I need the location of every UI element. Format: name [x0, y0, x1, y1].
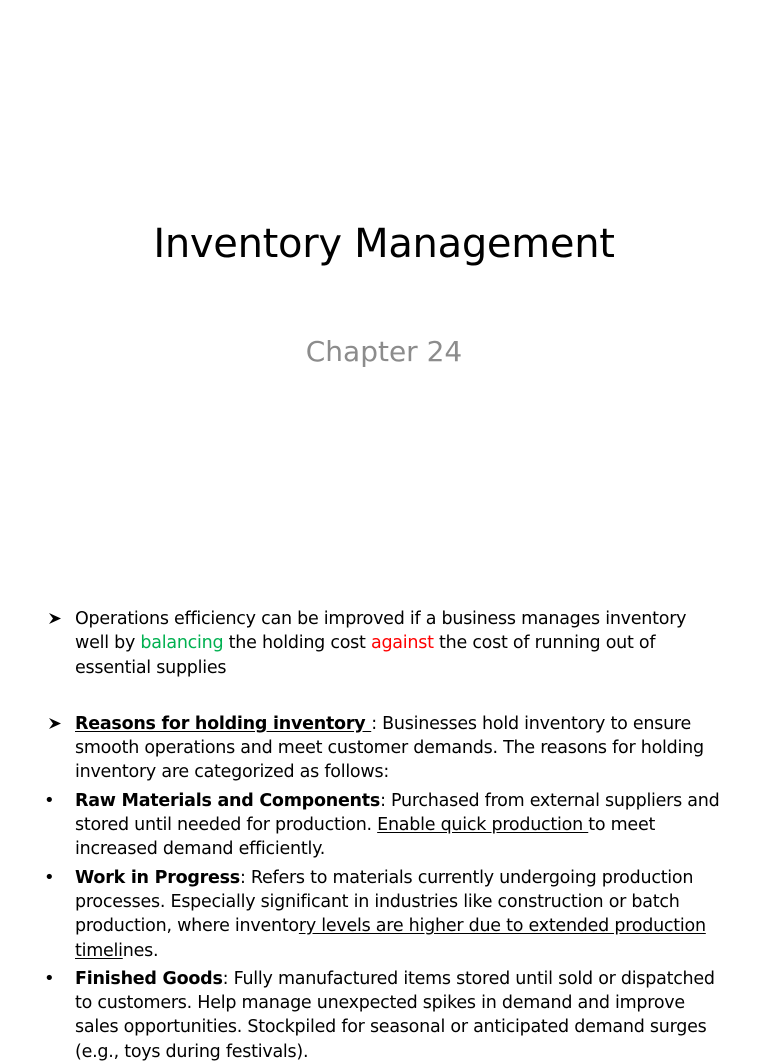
bullet-list	[0, 607, 768, 1064]
bullet-text: : Businesses hold inventory to ensure smooth operations and meet customer demands. The reasons for holding inventory are categorized as follows:	[75, 713, 704, 783]
list-item	[0, 607, 768, 680]
list-item	[0, 712, 768, 785]
item-heading: Raw Materials and Components	[75, 790, 381, 811]
list-item	[0, 789, 768, 862]
section-heading: Reasons for holding inventory	[75, 713, 372, 734]
page-subtitle: Chapter 24	[305, 335, 463, 368]
bullet-text: : Refers to materials currently undergoing production processes. Especially significant in industries like construction or batch production, where invento	[75, 867, 694, 937]
underlined-text: Enable quick production	[377, 815, 589, 836]
item-heading: Finished Goods	[75, 968, 223, 989]
underlined-text: ry levels are higher due to extended production timeli	[75, 916, 706, 961]
bullet-text: the cost of running out of essential supplies	[75, 633, 656, 678]
bullet-text: the holding cost	[223, 633, 371, 654]
page-title: Inventory Management	[153, 221, 615, 267]
round-bullet-icon: •	[44, 967, 55, 989]
highlight-balancing: balancing	[140, 633, 224, 654]
bullet-text: nes.	[122, 940, 159, 961]
item-heading: Work in Progress	[75, 867, 240, 888]
bullet-text: : Fully manufactured items stored until sold or dispatched to customers. Help manage unexpected spikes in demand and improve sales opportunities. Stockpiled for seasonal or anticipated demand surges (e.g., toys during festivals).	[75, 968, 715, 1062]
list-item	[0, 967, 768, 1064]
bullet-text: : Purchased from external suppliers and stored until needed for production.	[75, 790, 720, 836]
bullet-text: Operations efficiency can be improved if a business manages inventory well by	[75, 609, 687, 654]
round-bullet-icon: •	[44, 789, 55, 811]
bullet-text: to meet increased demand efficiently.	[75, 815, 656, 860]
highlight-against: against	[370, 633, 434, 654]
round-bullet-icon: •	[44, 866, 55, 888]
list-item	[0, 866, 768, 963]
